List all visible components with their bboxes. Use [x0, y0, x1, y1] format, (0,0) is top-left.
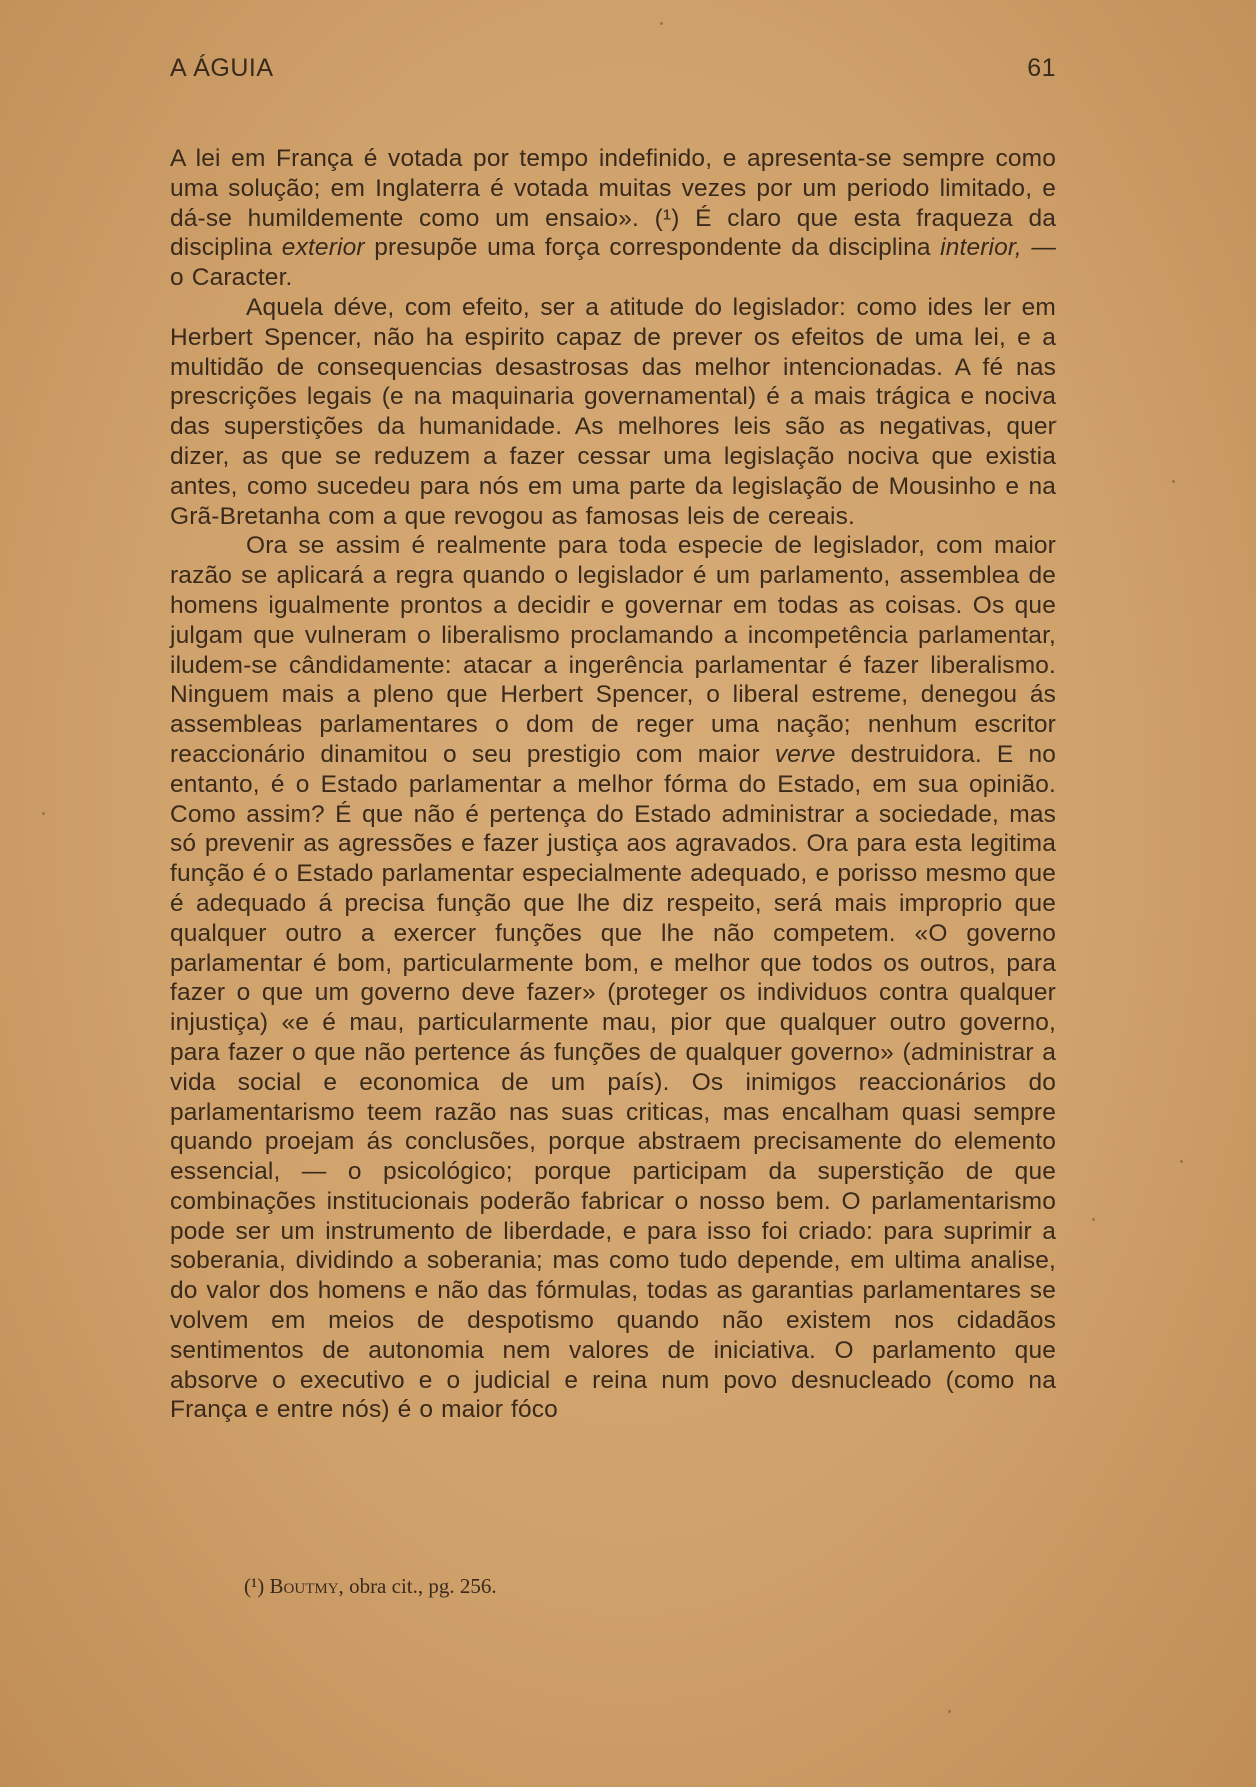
paragraph-1: [170, 144, 1056, 293]
footnote-author: Boutmy,: [269, 1574, 344, 1598]
running-head: [170, 54, 1056, 94]
paragraph-1-text-b: presupõe uma força correspondente da disciplina: [364, 234, 941, 262]
paragraph-2-text: Aquela déve, com efeito, ser a atitude do legislador: como ides ler em Herbert Spencer, não ha espirito capaz de prever os efeitos de uma lei, e a multidão de consequencias desastrosas das melhor intencionadas. A fé nas prescrições legais (e na maquinaria governamental) é a mais trágica e nociva das superstições da humanidade. As melhores leis são as negativas, quer dizer, as que se reduzem a fazer cessar uma legislação nociva que existia antes, como sucedeu para nós em uma parte da legislação de Mousinho e na Grã-Bretanha com a que revogou as famosas leis de cereais.: [170, 293, 1056, 530]
paragraph-3-text-a: Ora se assim é realmente para toda especie de legislador, com maior razão se aplicará a regra quando o legislador é um parlamento, assemblea de homens igualmente prontos a decidir e governar em todas as coisas. Os que julgam que vulneram o liberalismo proclamando a incompetência parlamentar, iludem-se cândidamente: atacar a ingerência parlamentar é fazer liberalismo. Ninguem mais a pleno que Herbert Spencer, o liberal estreme, denegou ás assembleas parlamentares o dom de reger uma nação; nenhum escritor reaccionário dinamitou o seu prestigio com maior: [170, 532, 1056, 768]
paragraph-1-emphasis-exterior: exterior: [281, 234, 365, 262]
paragraph-1-emphasis-interior: interior,: [940, 234, 1022, 262]
paragraph-3-emphasis-verve: verve: [774, 740, 836, 768]
paragraph-3-text-b: destruidora. E no entanto, é o Estado parlamentar a melhor fórma do Estado, em sua opinião. Como assim? É que não é pertença do Estado administrar a sociedade, mas só prevenir as agressões e fazer justiça aos agravados. Ora para esta legitima função é o Estado parlamentar especialmente adequado, e porisso mesmo que é adequado á precisa função que lhe diz respeito, será mais improprio que qualquer outro a exercer funções que lhe não competem. «O governo parlamentar é bom, particularmente bom, e melhor que todos os outros, para fazer o que um governo deve fazer» (proteger os individuos contra qualquer injustiça) «e é mau, particularmente mau, pior que qualquer outro governo, para fazer o que não pertence ás funções de qualquer governo» (administrar a vida social e economica de um país). Os inimigos reaccionários do parlamentarismo teem razão nas suas criticas, mas encalham quasi sempre quando proejam ás conclusões, porque abstraem precisamente do elemento essencial, — o psicológico; porque participam da superstição de que combinações institucionais poderão fabricar o nosso bem. O parlamentarismo pode ser um instrumento de liberdade, e para isso foi criado: para suprimir a soberania, dividindo a soberania; mas como tudo depende, em ultima analise, do valor dos homens e não das fórmulas, todas as garantias parlamentares se volvem em meios de despotismo quando não existem nos cidadãos sentimentos de autonomia nem valores de iniciativa. O parlamento que absorve o executivo e o judicial e reina num povo desnucleado (como na França e entre nós) é o maior fóco: [170, 740, 1057, 1424]
footnote-reference: obra cit., pg. 256.: [343, 1574, 497, 1598]
journal-title: A ÁGUIA: [170, 54, 274, 82]
body-text: [170, 144, 1056, 1425]
footnote-mark: (¹): [244, 1574, 265, 1598]
paragraph-1-text-a: A lei em França é votada por tempo indefinido, e apresenta-se sempre como uma solução; em Inglaterra é votada muitas vezes por um periodo limitado, e dá-se humildemente como um ensaio». (¹) É claro que esta fraqueza da disciplina: [170, 145, 1056, 262]
paragraph-2: [170, 293, 1056, 531]
paragraph-3: [170, 531, 1056, 1425]
footnote: [244, 1574, 497, 1599]
paragraph-1-text-c: — o Caracter.: [170, 234, 1057, 292]
page-number: 61: [1027, 54, 1056, 82]
